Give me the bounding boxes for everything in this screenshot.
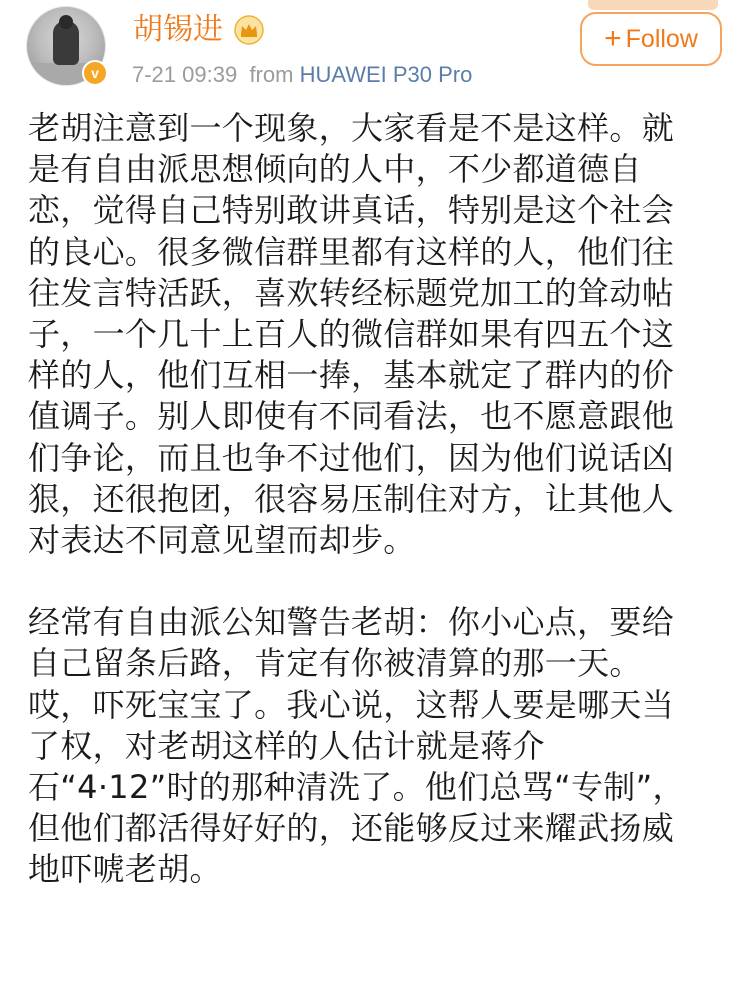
post-paragraph-2: 经常有自由派公知警告老胡：你小心点，要给 自己留条后路，肯定有你被清算的那一天。 哎，吓死宝宝了。我心说，这帮人要是哪天当 了权，对老胡这样的人估计就是蒋介 石“4·12”时的那种清洗了。他们总骂“专制”， 但他们都活得好好的，还能够反过来耀武扬威 地吓唬老胡。 — [28, 603, 685, 889]
crown-icon — [234, 15, 264, 45]
follow-button[interactable] — [580, 12, 722, 66]
post-meta — [132, 61, 472, 89]
verified-v-icon — [82, 60, 108, 86]
source-prefix: from — [249, 62, 294, 87]
post-body — [28, 108, 728, 891]
source-device[interactable]: HUAWEI P30 Pro — [299, 62, 473, 87]
post-paragraph-1: 老胡注意到一个现象，大家看是不是这样。就 是有自由派思想倾向的人中，不少都道德自 恋，觉得自己特别敢讲真话，特别是这个社会 的良心。很多微信群里都有这样的人，他们往 往发言特活跃，喜欢转经标题党加工的耸动帖 子，一个几十上百人的微信群如果有四五个这 样的人，他们互相一捧，基本就定了群内的价 值调子。别人即使有不同看法，也不愿意跟他 们争论，而且也争不过他们，因为他们说话凶 狠，还很抱团，很容易压制住对方，让其他人 对表达不同意见望而却步。 — [28, 109, 675, 560]
post-timestamp: 7-21 09:39 — [132, 62, 238, 87]
avatar[interactable] — [26, 6, 106, 86]
verified-mark: v — [91, 65, 99, 81]
decoration-bar — [588, 0, 718, 10]
follow-label: Follow — [625, 24, 698, 53]
author-name[interactable]: 胡锡进 — [133, 12, 223, 47]
post-header — [0, 0, 750, 104]
plus-icon: + — [604, 22, 622, 55]
avatar-head — [59, 15, 73, 29]
